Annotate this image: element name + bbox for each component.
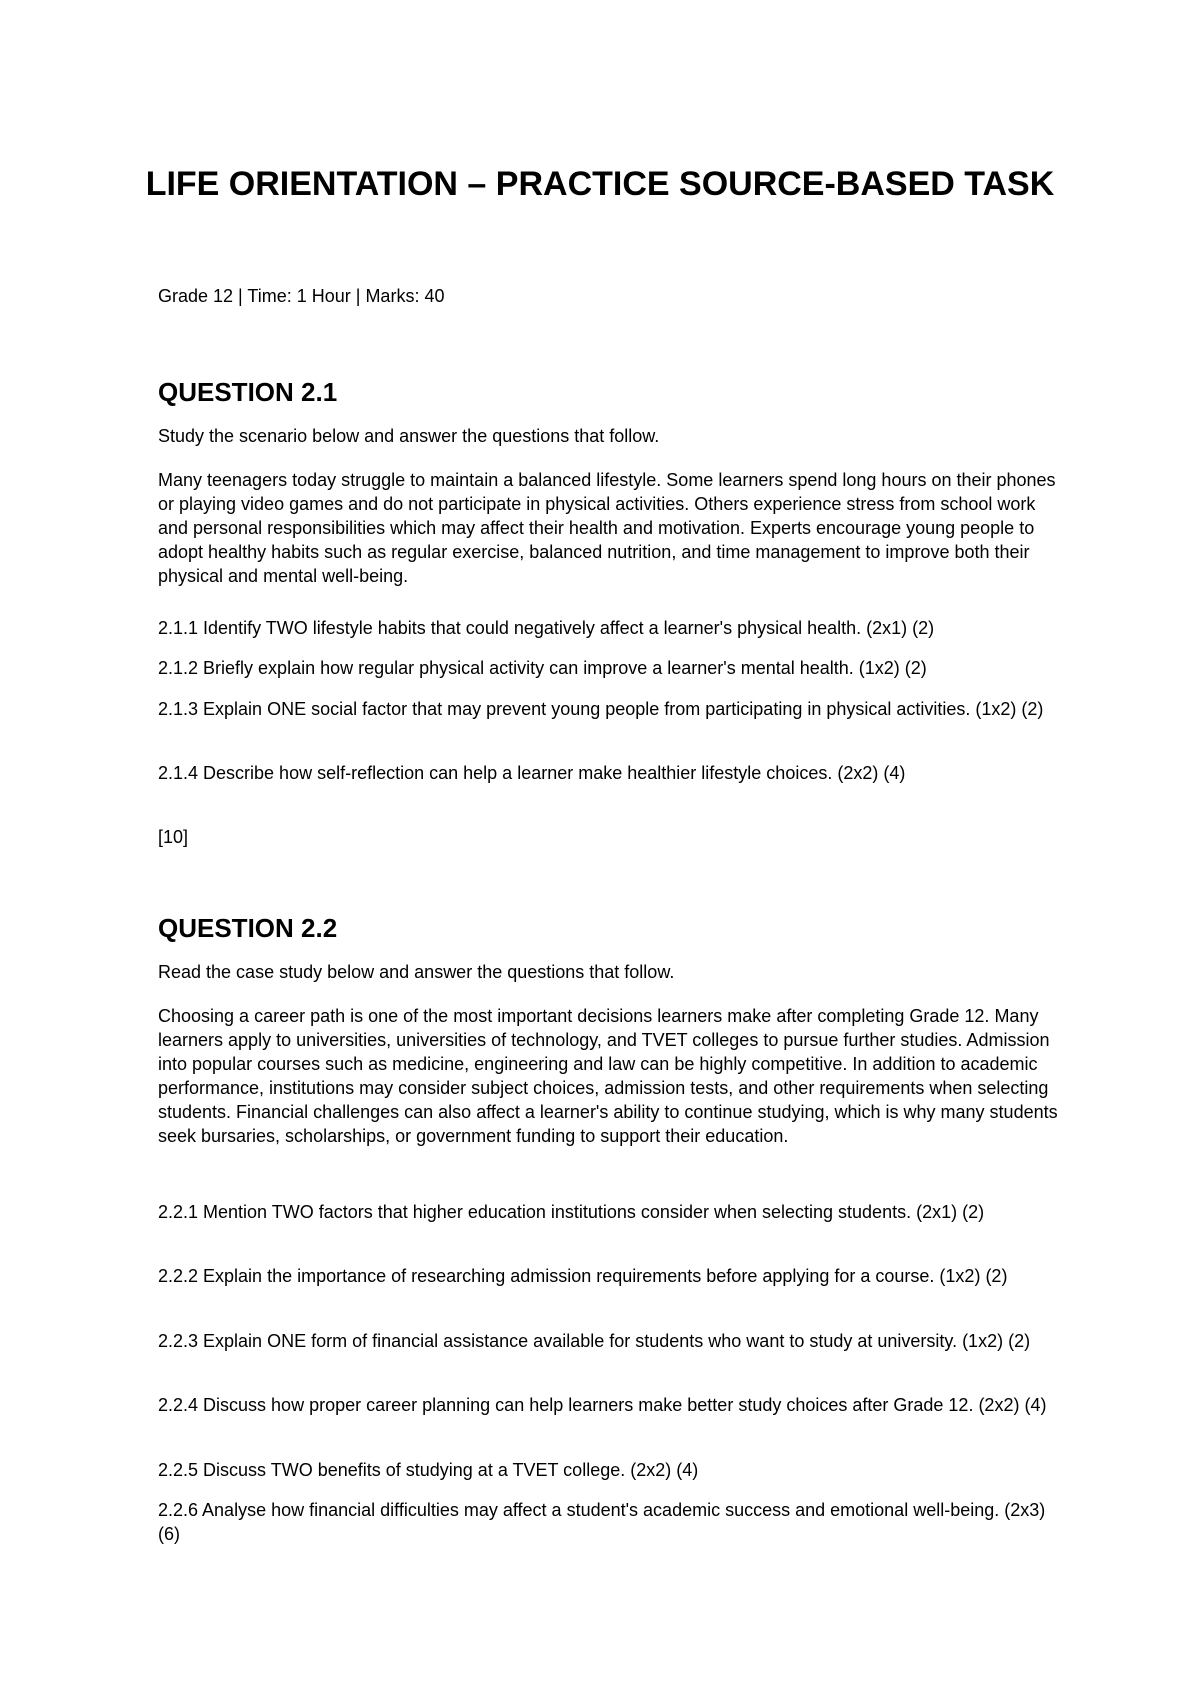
document-title: LIFE ORIENTATION – PRACTICE SOURCE-BASED TASK — [145, 165, 1055, 203]
question-item-2-2-4: 2.2.4 Discuss how proper career planning can help learners make better study choices after Grade 12. (2x2) (4) — [158, 1395, 1047, 1415]
question-2-1-total: [10] — [158, 827, 189, 847]
question-2-1-heading: QUESTION 2.1 — [158, 377, 338, 407]
question-2-2-case-study: Choosing a career path is one of the most important decisions learners make after completing Grade 12. Many learners apply to universities, universities of technology, and TVET colleges to pursue further studies. Admission into popular courses such as medicine, engineering and law can be highly competitive. In addition to academic performance, institutions may consider subject choices, admission tests, and other requirements when selecting students. Financial challenges can also affect a learner's ability to continue studying, which is why many students seek bursaries, scholarships, or government funding to support their education. — [158, 1006, 1058, 1146]
document-meta: Grade 12 | Time: 1 Hour | Marks: 40 — [158, 286, 445, 306]
question-item-2-2-5: 2.2.5 Discuss TWO benefits of studying at a TVET college. (2x2) (4) — [158, 1460, 699, 1480]
question-item-2-1-3: 2.1.3 Explain ONE social factor that may prevent young people from participating in physical activities. (1x2) (2) — [158, 699, 1044, 719]
question-2-1-scenario: Many teenagers today struggle to maintain a balanced lifestyle. Some learners spend long hours on their phones or playing video games and do not participate in physical activities. Others experience stress from school work and personal responsibilities which may affect their health and motivation. Experts encourage young people to adopt healthy habits such as regular exercise, balanced nutrition, and time management to improve both their physical and mental well-being. — [158, 470, 1056, 586]
question-2-2-instruction: Read the case study below and answer the questions that follow. — [158, 962, 675, 982]
question-item-2-1-2: 2.1.2 Briefly explain how regular physical activity can improve a learner's mental health. (1x2) (2) — [158, 658, 927, 678]
question-2-2-heading: QUESTION 2.2 — [158, 913, 338, 943]
question-item-2-1-1: 2.1.1 Identify TWO lifestyle habits that could negatively affect a learner's physical health. (2x1) (2) — [158, 618, 935, 638]
question-item-2-2-6: 2.2.6 Analyse how financial difficulties may affect a student's academic success and emotional well-being. (2x3) (6) — [158, 1500, 1046, 1544]
question-2-1-instruction: Study the scenario below and answer the questions that follow. — [158, 426, 660, 446]
question-item-2-1-4: 2.1.4 Describe how self-reflection can help a learner make healthier lifestyle choices. (2x2) (4) — [158, 763, 906, 783]
question-item-2-2-2: 2.2.2 Explain the importance of researching admission requirements before applying for a course. (1x2) (2) — [158, 1266, 1008, 1286]
question-item-2-2-3: 2.2.3 Explain ONE form of financial assistance available for students who want to study at university. (1x2) (2) — [158, 1331, 1031, 1351]
question-item-2-2-1: 2.2.1 Mention TWO factors that higher education institutions consider when selecting students. (2x1) (2) — [158, 1202, 985, 1222]
